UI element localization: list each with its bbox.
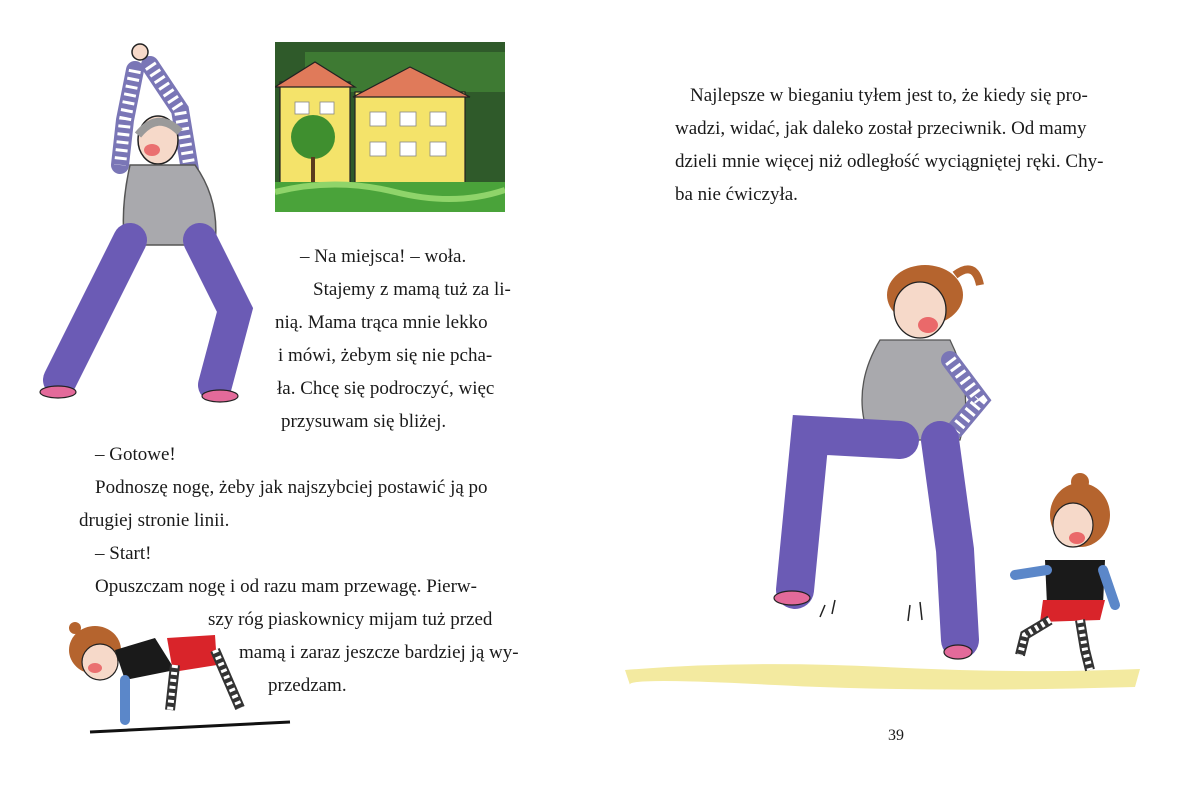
text-line: przysuwam się bliżej. [281, 411, 447, 432]
page-number: 39 [888, 727, 904, 744]
mother-stretching-illustration [30, 40, 260, 410]
text-line: drugiej stronie linii. [79, 510, 230, 531]
text-line: ła. Chcę się podroczyć, więc [277, 378, 495, 399]
girl-crouching-illustration [55, 610, 295, 740]
text-line: przedzam. [268, 675, 347, 696]
text-line: mamą i zaraz jeszcze bardziej ją wy- [239, 642, 519, 663]
houses-illustration [275, 42, 505, 212]
text-line: – Start! [95, 543, 152, 564]
text-line: szy róg piaskownicy mijam tuż przed [208, 609, 493, 630]
text-line: ba nie ćwiczyła. [675, 184, 798, 205]
text-line: Podnoszę nogę, żeby jak najszybciej postawić ją po [95, 477, 488, 498]
text-line: – Na miejsca! – woła. [300, 246, 467, 267]
text-line: Najlepsze w bieganiu tyłem jest to, że kiedy się pro- [690, 85, 1088, 106]
right-page [600, 0, 1200, 800]
text-line: – Gotowe! [95, 444, 176, 465]
text-line: i mówi, żebym się nie pcha- [278, 345, 493, 366]
text-line: Opuszczam nogę i od razu mam przewagę. Pierw- [95, 576, 477, 597]
mother-running-illustration [770, 250, 1000, 665]
text-line: nią. Mama trąca mnie lekko [275, 312, 488, 333]
text-line: dzieli mnie więcej niż odległość wyciągniętej ręki. Chy- [675, 151, 1104, 172]
girl-running-illustration [985, 470, 1125, 680]
text-line: wadzi, widać, jak daleko został przeciwnik. Od mamy [675, 118, 1087, 139]
text-line: Stajemy z mamą tuż za li- [313, 279, 511, 300]
